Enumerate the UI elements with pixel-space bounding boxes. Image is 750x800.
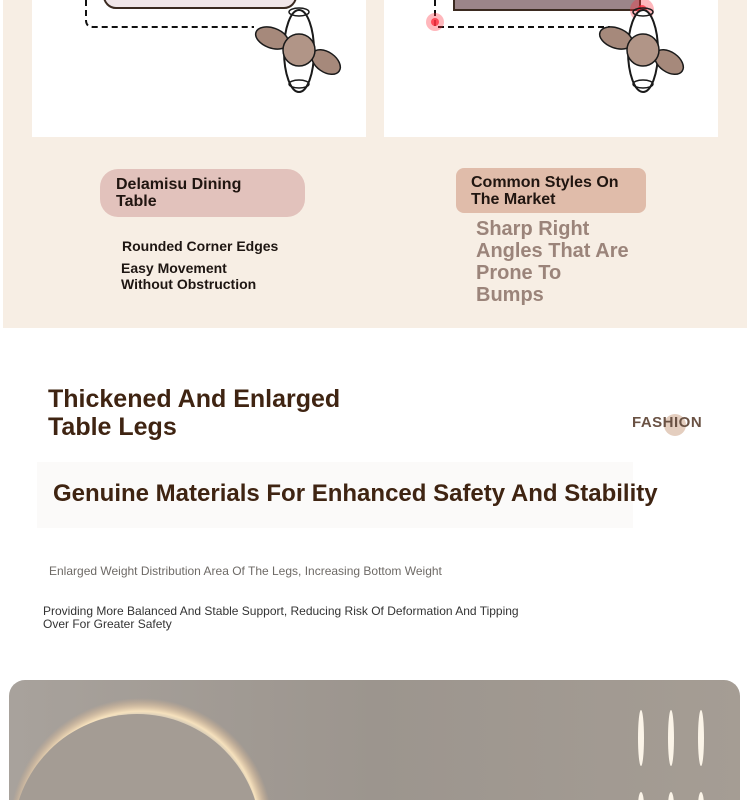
feature-easy-movement: Easy Movement Without Obstruction [121,260,257,292]
market-label-text: Common Styles On The Market [471,174,619,208]
product-label-pill [100,169,305,217]
fashion-badge: FASHION [632,414,703,431]
product-label-text: Delamisu Dining Table [116,176,242,210]
sharp-table-illustration [384,0,718,137]
sharp-table-diagram [384,0,718,137]
section-subheadline: Genuine Materials For Enhanced Safety And Stability [53,480,658,507]
rounded-table-illustration [32,0,366,137]
rounded-table-diagram [32,0,366,137]
comparison-section [3,0,747,328]
room-photo-illustration [9,680,740,800]
drawback-sharp-angles: Sharp Right Angles That Are Prone To Bumps [476,218,629,306]
product-photo [9,680,740,800]
feature-rounded-edges: Rounded Corner Edges [122,238,279,254]
section-headline: Thickened And Enlarged Table Legs [48,385,341,441]
description-weight: Enlarged Weight Distribution Area Of The Legs, Increasing Bottom Weight [49,564,442,578]
market-label-pill [456,168,646,213]
description-support: Providing More Balanced And Stable Support, Reducing Risk Of Deformation And Tipping Over For Greater Safety [43,604,519,631]
